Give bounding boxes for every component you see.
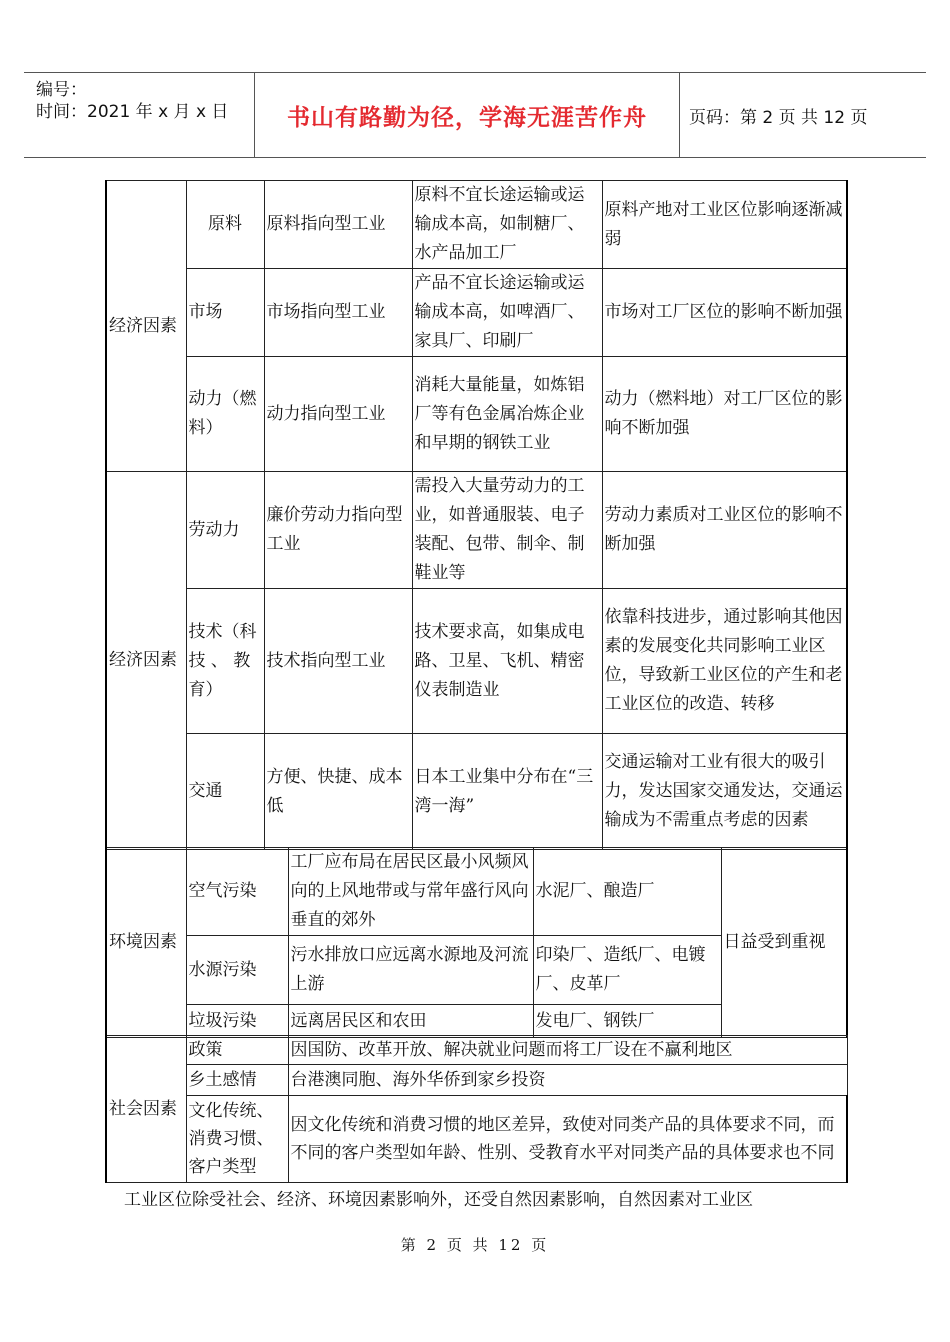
description-cell: 台港澳同胞、海外华侨到家乡投资 xyxy=(288,1065,847,1096)
factor-cell: 动力（燃料） xyxy=(186,357,264,472)
factor-cell: 政策 xyxy=(186,1036,288,1065)
factor-cell: 原料 xyxy=(186,181,264,269)
industry-type-cell: 廉价劳动力指向型工业 xyxy=(264,472,412,589)
example-cell: 产品不宜长途运输或运输成本高，如啤酒厂、家具厂、印刷厂 xyxy=(412,269,602,357)
table-row xyxy=(106,181,847,269)
industry-type-cell: 动力指向型工业 xyxy=(264,357,412,472)
trend-cell: 动力（燃料地）对工厂区位的影响不断加强 xyxy=(602,357,847,472)
factor-cell: 市场 xyxy=(186,269,264,357)
table-row xyxy=(106,1036,847,1065)
time-label: 时间：2021 年 x 月 x 日 xyxy=(36,102,229,122)
trend-cell: 市场对工厂区位的影响不断加强 xyxy=(602,269,847,357)
requirement-cell: 污水排放口应远离水源地及河流上游 xyxy=(288,936,533,1005)
industry-type-cell: 市场指向型工业 xyxy=(264,269,412,357)
economic-factors-table-1 xyxy=(105,180,848,850)
example-cell: 技术要求高，如集成电路、卫星、飞机、精密仪表制造业 xyxy=(412,589,602,734)
example-cell: 发电厂、钢铁厂 xyxy=(533,1005,721,1038)
serial-label: 编号： xyxy=(36,80,87,100)
factor-cell: 交通 xyxy=(186,734,264,850)
group-label: 经济因素 xyxy=(106,181,186,472)
table-row xyxy=(106,472,847,589)
group-label: 社会因素 xyxy=(106,1036,186,1183)
table-row xyxy=(106,1096,847,1183)
factor-cell: 垃圾污染 xyxy=(186,1005,288,1038)
header-page-number: 页码：第 2 页 共 12 页 xyxy=(689,107,868,128)
group-label: 环境因素 xyxy=(106,848,186,1038)
description-cell: 因国防、改革开放、解决就业问题而将工厂设在不赢利地区 xyxy=(288,1036,847,1065)
group-label: 经济因素 xyxy=(106,472,186,850)
table-row xyxy=(106,1065,847,1096)
trend-cell: 劳动力素质对工业区位的影响不断加强 xyxy=(602,472,847,589)
page-footer: 第 2 页 共 12 页 xyxy=(400,1236,550,1254)
table-row xyxy=(106,269,847,357)
table-row xyxy=(106,848,847,936)
example-cell: 日本工业集中分布在“三湾一海” xyxy=(412,734,602,850)
requirement-cell: 远离居民区和农田 xyxy=(288,1005,533,1038)
industry-type-cell: 方便、快捷、成本低 xyxy=(264,734,412,850)
factor-cell: 乡土感情 xyxy=(186,1065,288,1096)
body-paragraph: 工业区位除受社会、经济、环境因素影响外，还受自然因素影响，自然因素对工业区 xyxy=(124,1190,753,1210)
trend-cell: 交通运输对工业有很大的吸引力，发达国家交通发达，交通运输成为不需重点考虑的因素 xyxy=(602,734,847,850)
factor-cell: 技术（科技 、 教育） xyxy=(186,589,264,734)
header-motto: 书山有路勤为径，学海无涯苦作舟 xyxy=(287,104,647,131)
header-divider xyxy=(679,73,680,157)
table-row xyxy=(106,589,847,734)
industry-type-cell: 技术指向型工业 xyxy=(264,589,412,734)
example-cell: 水泥厂、酿造厂 xyxy=(533,848,721,936)
description-cell: 因文化传统和消费习惯的地区差异，致使对同类产品的具体要求不同，而不同的客户类型如年龄、性别、受教育水平对同类产品的具体要求也不同 xyxy=(288,1096,847,1183)
factor-cell: 水源污染 xyxy=(186,936,288,1005)
page-header xyxy=(24,72,926,158)
factor-cell: 劳动力 xyxy=(186,472,264,589)
environment-factors-table xyxy=(105,847,848,1038)
trend-cell: 原料产地对工业区位影响逐渐减弱 xyxy=(602,181,847,269)
trend-cell: 日益受到重视 xyxy=(721,848,847,1038)
industry-type-cell: 原料指向型工业 xyxy=(264,181,412,269)
example-cell: 印染厂、造纸厂、电镀厂、皮革厂 xyxy=(533,936,721,1005)
header-meta xyxy=(36,79,261,123)
trend-cell: 依靠科技进步，通过影响其他因素的发展变化共同影响工业区位，导致新工业区位的产生和老工业区位的改造、转移 xyxy=(602,589,847,734)
example-cell: 需投入大量劳动力的工业，如普通服装、电子装配、包带、制伞、制鞋业等 xyxy=(412,472,602,589)
table-row xyxy=(106,357,847,472)
example-cell: 原料不宜长途运输或运输成本高，如制糖厂、水产品加工厂 xyxy=(412,181,602,269)
example-cell: 消耗大量能量，如炼铝厂等有色金属冶炼企业和早期的钢铁工业 xyxy=(412,357,602,472)
factor-cell: 文化传统、消费习惯、客户类型 xyxy=(186,1096,288,1183)
factor-cell: 空气污染 xyxy=(186,848,288,936)
requirement-cell: 工厂应布局在居民区最小风频风向的上风地带或与常年盛行风向垂直的郊外 xyxy=(288,848,533,936)
table-row xyxy=(106,734,847,850)
social-factors-table xyxy=(105,1035,848,1183)
